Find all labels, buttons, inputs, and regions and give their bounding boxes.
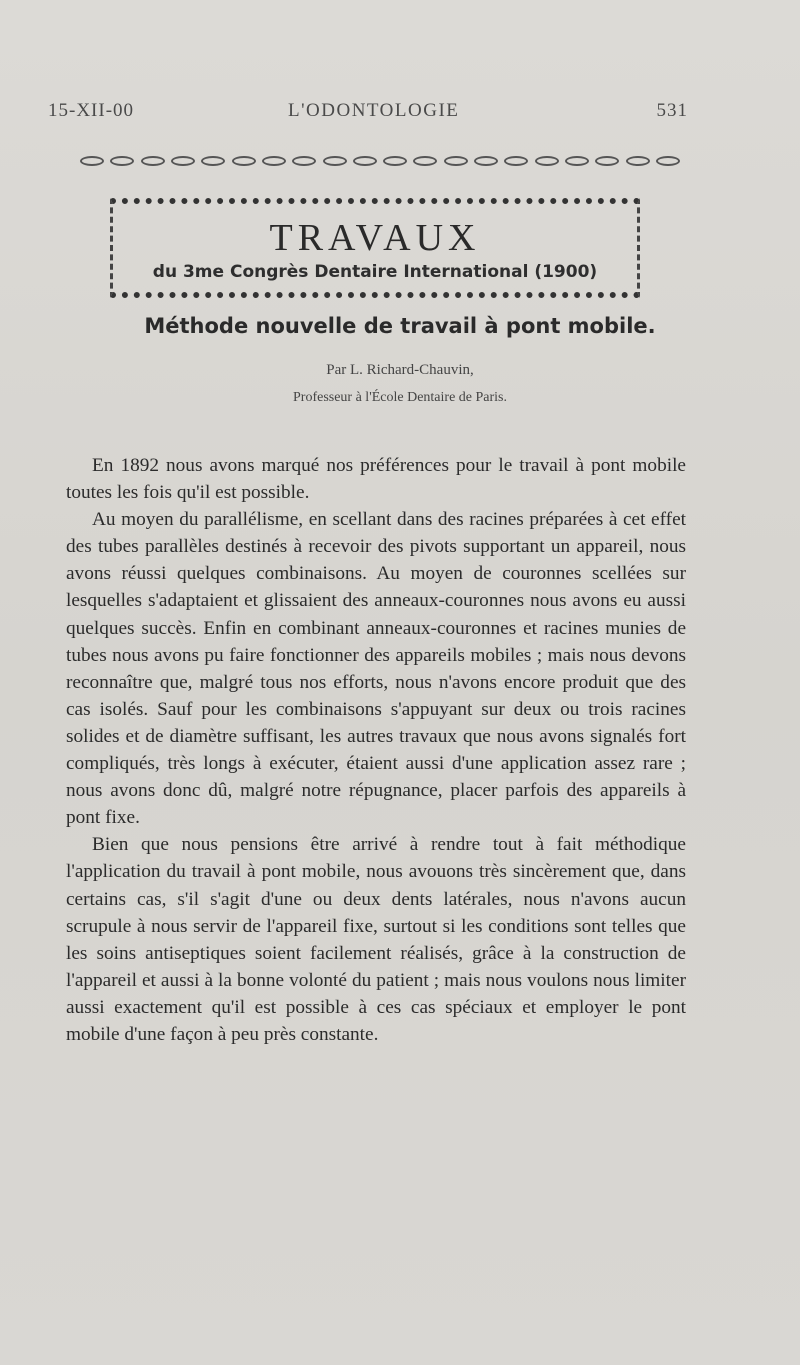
ornament-icon xyxy=(504,156,528,166)
ornament-icon xyxy=(141,156,165,166)
ornament-icon xyxy=(262,156,286,166)
ornament-icon xyxy=(595,156,619,166)
author-affiliation: Professeur à l'École Dentaire de Paris. xyxy=(293,390,507,405)
ornament-icon xyxy=(383,156,407,166)
article-body xyxy=(66,452,686,1048)
paragraph: Bien que nous pensions être arrivé à rendre tout à fait méthodique l'application du travail à pont mobile, nous avouons très sincèrement que, dans certains cas, s'il s'agit d'une ou deux dents latérales, nous n'avons aucun scrupule à nous servir de l'appareil fixe, surtout si les conditions sont telles que les soins antiseptiques soient facilement réalisés, grâce à la construction de l'appareil et aussi à la bonne volonté du patient ; mais nous voulons nous limiter aussi exactement qu'il est possible à ces cas spéciaux et employer le pont mobile d'une façon à peu près constante. xyxy=(66,834,686,1045)
ornament-icon xyxy=(626,156,650,166)
paragraph: Au moyen du parallélisme, en scellant dans des racines préparées à cet effet des tubes parallèles destinés à recevoir des pivots supportant un appareil, nous avons réussi quelques combinaisons. Au moyen de couronnes scellées sur lesquelles s'adaptaient et glissaient des anneaux-couronnes nous avons eu aussi quelques succès. Enfin en combinant anneaux-couronnes et racines munies de tubes nous avons pu faire fonctionner des appareils mobiles ; mais nous devons reconnaître que, malgré tous nos efforts, nous n'avons encore produit que des cas isolés. Sauf pour les combinaisons s'appuyant sur deux ou trois racines solides et de diamètre suffisant, les autres travaux que nous avons signalés fort compliqués, très longs à exécuter, étaient aussi d'une application assez rare ; nous avons donc dû, malgré notre répugnance, placer parfois des appareils à pont fixe. xyxy=(66,509,686,829)
section-title: TRAVAUX xyxy=(269,217,481,259)
ornament-icon xyxy=(444,156,468,166)
ornament-icon xyxy=(565,156,589,166)
ornament-icon xyxy=(656,156,680,166)
journal-name: L'ODONTOLOGIE xyxy=(288,100,460,121)
running-head xyxy=(48,100,688,130)
ornament-icon xyxy=(110,156,134,166)
paragraph: En 1892 nous avons marqué nos préférences pour le travail à pont mobile toutes les fois qu'il est possible. xyxy=(66,455,686,504)
article-author: Par L. Richard-Chauvin, xyxy=(326,362,474,378)
ornament-icon xyxy=(413,156,437,166)
section-subtitle: du 3me Congrès Dentaire International (1900) xyxy=(152,262,598,282)
ornament-icon xyxy=(171,156,195,166)
section-title-box xyxy=(110,198,640,298)
header-date: 15-XII-00 xyxy=(48,100,135,121)
ornament-icon xyxy=(292,156,316,166)
article-title: Méthode nouvelle de travail à pont mobile. xyxy=(144,314,656,338)
page-number: 531 xyxy=(656,100,688,121)
ornament-icon xyxy=(353,156,377,166)
ornament-icon xyxy=(323,156,347,166)
ornament-icon xyxy=(474,156,498,166)
ornament-icon xyxy=(535,156,559,166)
ornament-icon xyxy=(232,156,256,166)
ornament-divider xyxy=(80,152,680,170)
ornament-icon xyxy=(80,156,104,166)
ornament-icon xyxy=(201,156,225,166)
